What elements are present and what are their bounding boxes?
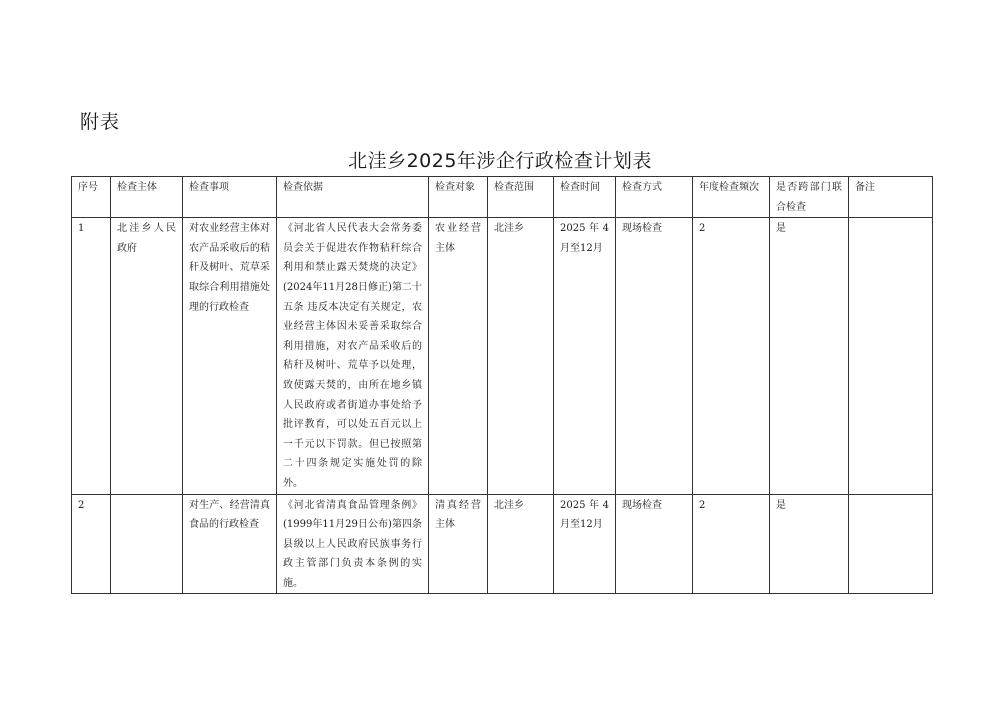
header-cell-scope: 检查范围 (488, 177, 554, 218)
cell-scope: 北洼乡 (488, 218, 554, 494)
header-cell-joint: 是否跨部门联合检查 (770, 177, 849, 218)
header-cell-frequency: 年度检查频次 (693, 177, 770, 218)
table-row (72, 494, 933, 594)
header-cell-time: 检查时间 (554, 177, 616, 218)
header-cell-remark: 备注 (849, 177, 933, 218)
cell-joint: 是 (770, 218, 849, 494)
cell-frequency: 2 (693, 494, 770, 594)
cell-remark (849, 218, 933, 494)
cell-item: 对生产、经营清真食品的行政检查 (183, 494, 277, 594)
cell-remark (849, 494, 933, 594)
cell-time: 2025年4月至12月 (554, 218, 616, 494)
cell-joint: 是 (770, 494, 849, 594)
header-cell-no: 序号 (72, 177, 111, 218)
table-row (72, 218, 933, 494)
cell-method: 现场检查 (616, 218, 693, 494)
cell-scope: 北洼乡 (488, 494, 554, 594)
document-title: 北洼乡2025年涉企行政检查计划表 (348, 150, 652, 172)
cell-method: 现场检查 (616, 494, 693, 594)
cell-subject: 北洼乡人民政府 (111, 218, 183, 494)
header-cell-subject: 检查主体 (111, 177, 183, 218)
cell-item: 对农业经营主体对农产品采收后的秸秆及树叶、荒草采取综合利用措施处理的行政检查 (183, 218, 277, 494)
cell-frequency: 2 (693, 218, 770, 494)
cell-basis: 《河北省人民代表大会常务委员会关于促进农作物秸秆综合利用和禁止露天焚烧的决定》(2024年11月28日修正)第二十五条 违反本决定有关规定，农业经营主体因未妥善采取综合利用措施，对农产品采收后的秸秆及树叶、荒草予以处理，致使露天焚的，由所在地乡镇人民政府或者街道办事处给予批评教育，可以处五百元以上一千元以下罚款。但已按照第二十四条规定实施处罚的除外。 (277, 218, 429, 494)
cell-target: 清真经营主体 (429, 494, 488, 594)
cell-no: 1 (72, 218, 111, 494)
header-cell-item: 检查事项 (183, 177, 277, 218)
attachment-label: 附表 (80, 111, 121, 133)
cell-subject (111, 494, 183, 594)
header-cell-method: 检查方式 (616, 177, 693, 218)
header-cell-target: 检查对象 (429, 177, 488, 218)
cell-no: 2 (72, 494, 111, 594)
inspection-plan-table (71, 176, 933, 594)
header-cell-basis: 检查依据 (277, 177, 429, 218)
cell-basis: 《河北省清真食品管理条例》(1999年11月29日公布)第四条 县级以上人民政府民族事务行政主管部门负责本条例的实施。 (277, 494, 429, 594)
cell-target: 农业经营主体 (429, 218, 488, 494)
table-header-row (72, 177, 933, 218)
cell-time: 2025年4月至12月 (554, 494, 616, 594)
